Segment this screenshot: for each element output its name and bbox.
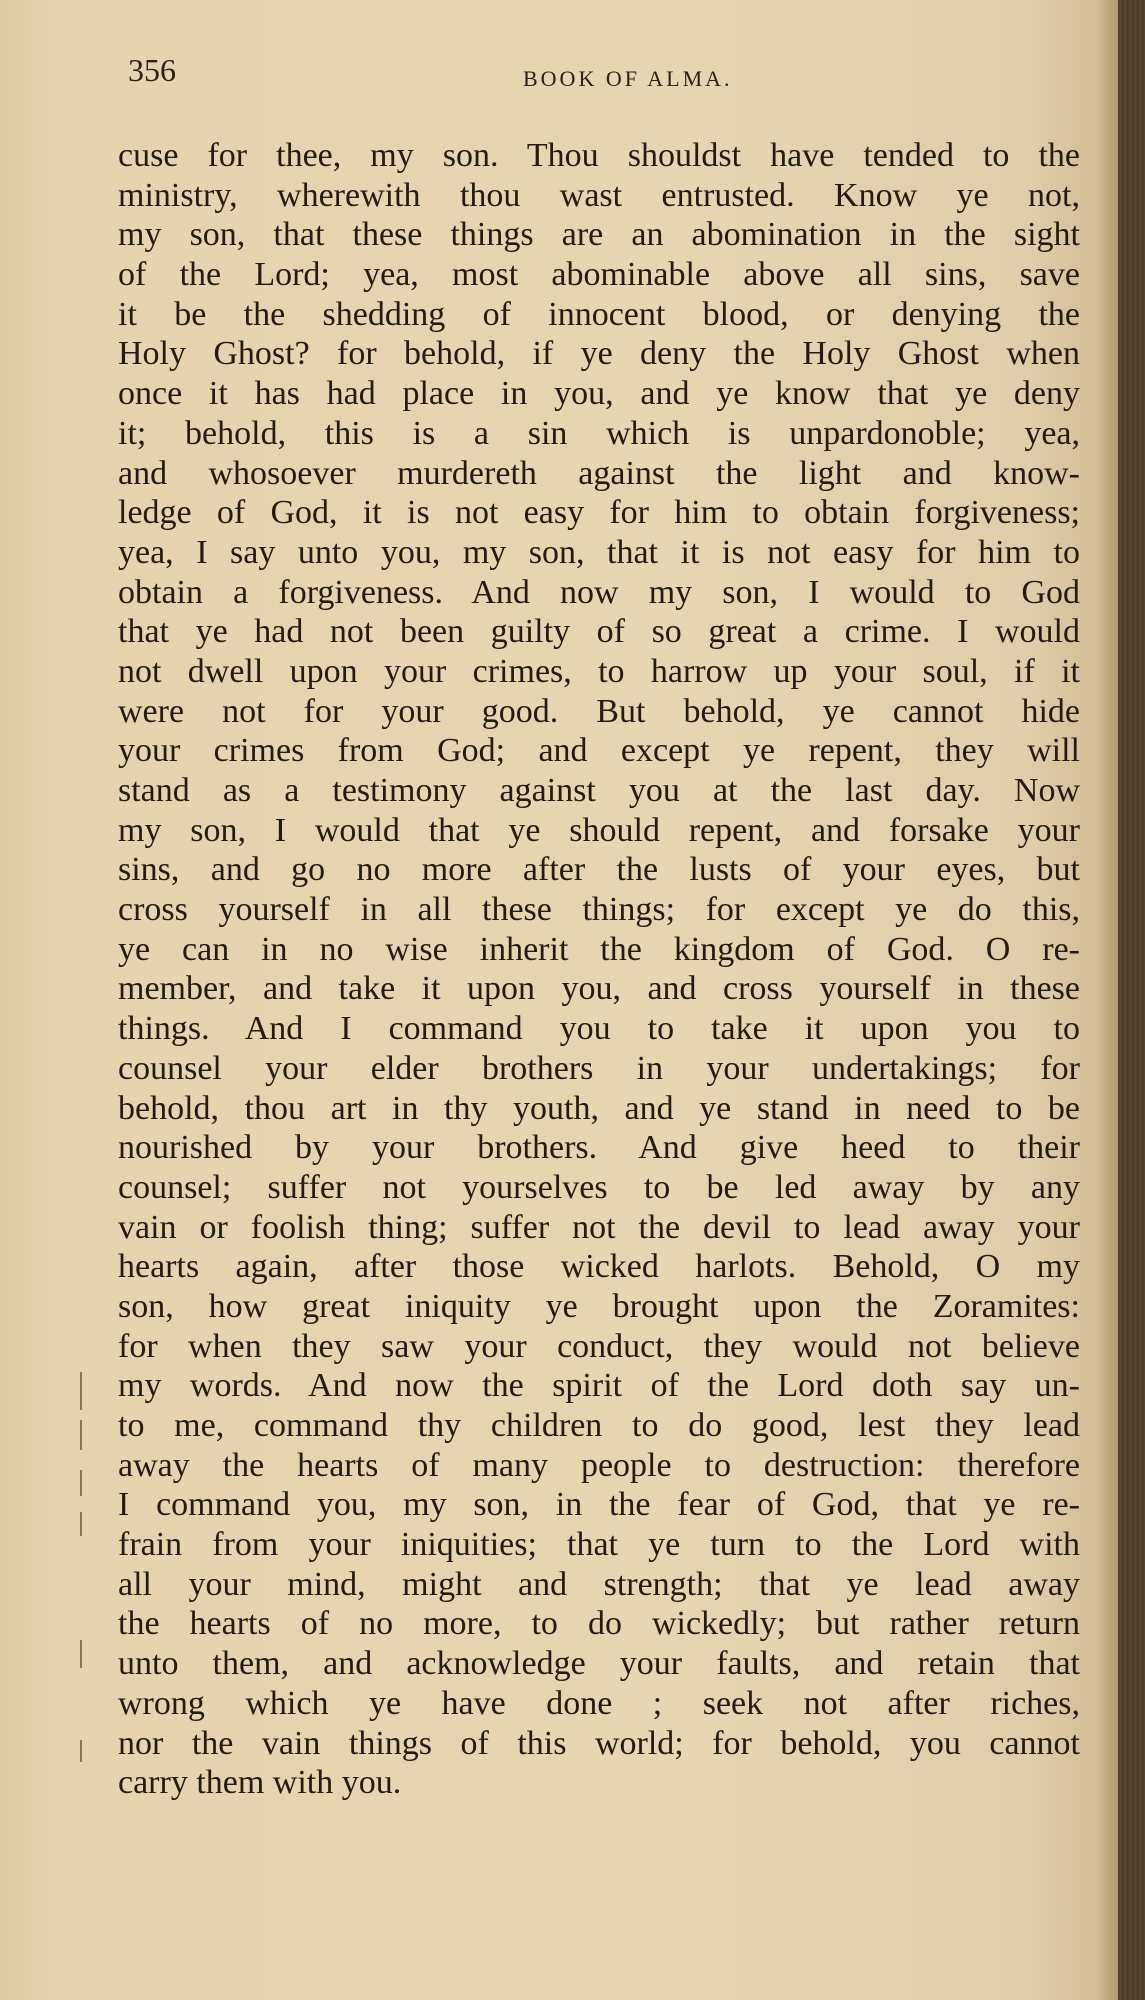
text-line: your crimes from God; and except ye repent, they will: [118, 732, 1080, 770]
text-line: behold, thou art in thy youth, and ye stand in need to be: [118, 1089, 1080, 1127]
text-line: counsel your elder brothers in your undertakings; for: [118, 1049, 1080, 1087]
margin-pencil-mark: [80, 1640, 82, 1668]
text-line: and whosoever murdereth against the light and know-: [118, 454, 1080, 492]
text-line: obtain a forgiveness. And now my son, I would to God: [118, 573, 1080, 611]
text-line: of the Lord; yea, most abominable above all sins, save: [118, 256, 1080, 294]
text-line: nor the vain things of this world; for behold, you cannot: [118, 1724, 1080, 1762]
text-line: yea, I say unto you, my son, that it is not easy for him to: [118, 533, 1080, 571]
margin-pencil-mark: [80, 1470, 82, 1496]
text-line: nourished by your brothers. And give heed to their: [118, 1129, 1080, 1167]
text-line: frain from your iniquities; that ye turn to the Lord with: [118, 1526, 1080, 1564]
text-line: the hearts of no more, to do wickedly; but rather return: [118, 1605, 1080, 1643]
text-line: carry them with you.: [118, 1764, 402, 1802]
text-line: son, how great iniquity ye brought upon the Zoramites:: [118, 1287, 1080, 1325]
text-line: once it has had place in you, and ye know that ye deny: [118, 375, 1080, 413]
text-line: I command you, my son, in the fear of God, that ye re-: [118, 1486, 1080, 1524]
text-line: hearts again, after those wicked harlots. Behold, O my: [118, 1248, 1080, 1286]
text-line: sins, and go no more after the lusts of your eyes, but: [118, 851, 1080, 889]
text-line: it be the shedding of innocent blood, or denying the: [118, 295, 1080, 333]
text-line: for when they saw your conduct, they would not believe: [118, 1327, 1080, 1365]
text-line: ye can in no wise inherit the kingdom of God. O re-: [118, 930, 1080, 968]
margin-pencil-mark: [80, 1740, 82, 1762]
text-line: my son, that these things are an abomination in the sight: [118, 216, 1080, 254]
text-line: counsel; suffer not yourselves to be led away by any: [118, 1168, 1080, 1206]
text-line: cuse for thee, my son. Thou shouldst have tended to the: [118, 137, 1080, 174]
text-line: all your mind, might and strength; that ye lead away: [118, 1565, 1080, 1603]
text-line: Holy Ghost? for behold, if ye deny the Holy Ghost when: [118, 335, 1080, 373]
text-line: to me, command thy children to do good, lest they lead: [118, 1407, 1080, 1444]
text-line: ledge of God, it is not easy for him to obtain forgiveness;: [118, 494, 1080, 532]
text-line: vain or foolish thing; suffer not the devil to lead away your: [118, 1208, 1080, 1246]
page-header: [128, 52, 1088, 102]
margin-pencil-mark: [80, 1372, 82, 1410]
text-line: away the hearts of many people to destruction: therefore: [118, 1446, 1080, 1484]
text-line: member, and take it upon you, and cross yourself in these: [118, 970, 1080, 1008]
text-line: things. And I command you to take it upon you to: [118, 1010, 1080, 1048]
book-edge: [1118, 0, 1145, 2000]
text-line: were not for your good. But behold, ye cannot hide: [118, 692, 1080, 730]
page-number: 356: [128, 52, 176, 88]
text-line: my son, I would that ye should repent, and forsake your: [118, 811, 1080, 849]
text-line: it; behold, this is a sin which is unpardonoble; yea,: [118, 414, 1080, 452]
margin-pencil-mark: [80, 1420, 82, 1450]
text-line: that ye had not been guilty of so great a crime. I would: [118, 613, 1080, 651]
text-line: unto them, and acknowledge your faults, and retain that: [118, 1645, 1080, 1683]
running-head: BOOK OF ALMA.: [523, 66, 733, 91]
text-line: cross yourself in all these things; for except ye do this,: [118, 891, 1080, 929]
text-line: not dwell upon your crimes, to harrow up your soul, if it: [118, 652, 1080, 690]
body-text: [118, 136, 1080, 1803]
margin-pencil-mark: [80, 1512, 82, 1536]
text-line: wrong which ye have done ; seek not after riches,: [118, 1684, 1080, 1722]
text-line: my words. And now the spirit of the Lord doth say un-: [118, 1367, 1080, 1405]
text-line: ministry, wherewith thou wast entrusted. Know ye not,: [118, 176, 1080, 214]
text-line: stand as a testimony against you at the last day. Now: [118, 772, 1080, 809]
